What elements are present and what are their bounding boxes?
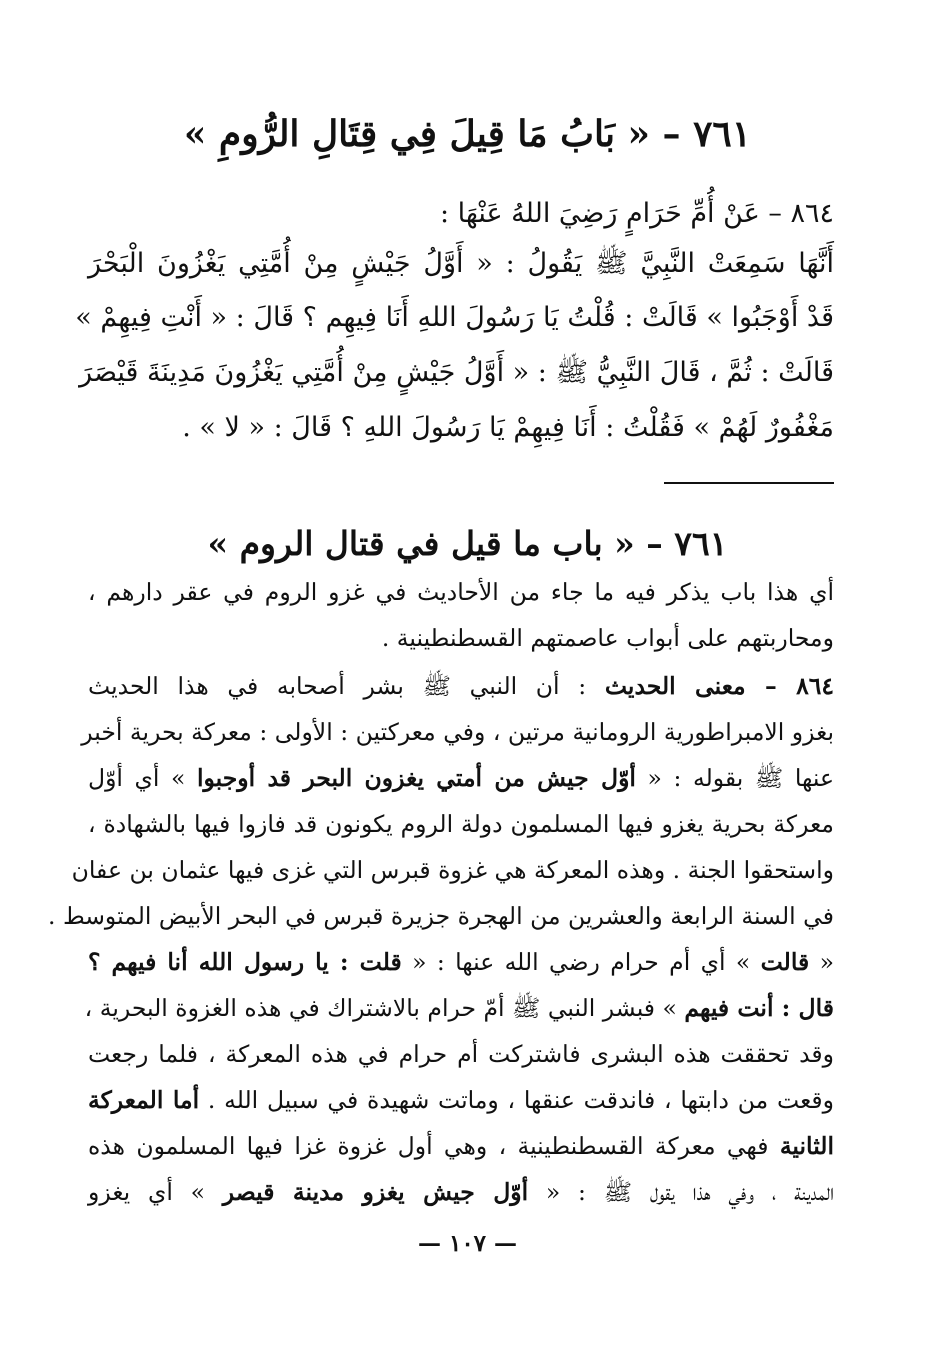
commentary-line <box>88 760 834 796</box>
section-separator <box>664 482 834 484</box>
commentary-text: » أي أوّل <box>88 764 197 792</box>
commentary-line <box>88 944 834 980</box>
commentary-line <box>88 1128 834 1164</box>
commentary-text: » أي أم حرام رضي الله عنها : « <box>401 948 761 976</box>
commentary-line: أي هذا باب يذكر فيه ما جاء من الأحاديث في غزو الروم في عقر دارهم ، <box>88 578 834 606</box>
commentary-line: وقد تحققت هذه البشرى فاشتركت أم حرام في هذه المعركة ، فلما رجعت <box>88 1040 834 1068</box>
commentary-line: واستحقوا الجنة . وهذه المعركة هي غزوة قبرس التي غزى فيها عثمان بن عفان <box>71 856 834 884</box>
commentary-text: وقعت من دابتها ، فاندقت عنقها ، وماتت شهيدة في سبيل الله . <box>199 1086 834 1114</box>
hadith-chapter-title: ٧٦١ – « بَابُ مَا قِيلَ فِي قِتَالِ الرُّومِ » <box>183 113 752 155</box>
commentary-line: بغزو الامبراطورية الرومانية مرتين ، وفي معركتين : الأولى : معركة بحرية أخبر <box>81 718 834 746</box>
quoted-hadith: قالت <box>760 948 810 976</box>
emphasis-text: الثانية <box>779 1132 834 1160</box>
commentary-line: معركة بحرية يغزو فيها المسلمون دولة الروم يكونون قد فازوا فيها بالشهادة ، <box>88 810 834 838</box>
commentary-text: » فبشر النبي ﷺ أمّ حرام بالاشتراك في هذه الغزوة البحرية ، <box>84 994 685 1022</box>
commentary-line: ومحاربتهم على أبواب عاصمتهم القسطنطينية . <box>381 624 834 652</box>
commentary-text: « <box>809 948 834 976</box>
hadith-line: قَالَتْ : ثُمَّ ، قَالَ النَّبِيُّ ﷺ : « أَوَّلُ جَيْشٍ مِنْ أُمَّتِي يَغْزُونَ مَدِينَةَ قَيْصَرَ <box>79 357 834 388</box>
emphasis-text: أما المعركة <box>88 1086 200 1114</box>
commentary-chapter-title: ٧٦١ – « باب ما قيل في قتال الروم » <box>207 524 728 563</box>
hadith-line: ٨٦٤ – عَنْ أُمِّ حَرَامٍ رَضِيَ اللهُ عَنْهَا : <box>439 198 834 229</box>
commentary-text: : أن النبي ﷺ بشر أصحابه في هذا الحديث <box>88 672 605 700</box>
commentary-line <box>84 990 834 1026</box>
commentary-text: المدينة ، وفي هذا يقول ﷺ : « <box>528 1178 834 1206</box>
commentary-text: عنها ﷺ بقوله : « <box>635 764 834 792</box>
quoted-hadith: قلت : يا رسول الله أنا فيهم ؟ <box>88 948 402 976</box>
commentary-line: في السنة الرابعة والعشرين من الهجرة جزيرة قبرس في البحر الأبيض المتوسط . <box>48 902 834 930</box>
hadith-line: أَنَّهَا سَمِعَتْ النَّبِيَّ ﷺ يَقُولُ : « أَوَّلُ جَيْشٍ مِنْ أُمَّتِي يَغْزُونَ الْبَحْرَ <box>88 248 834 279</box>
commentary-text: » أي يغزو <box>88 1178 223 1206</box>
commentary-line <box>88 1174 834 1210</box>
commentary-line <box>88 1082 834 1118</box>
hadith-line: مَغْفُورٌ لَهُمْ » فَقُلْتُ : أَنَا فِيهِمْ يَا رَسُولَ اللهِ ؟ قَالَ : « لا » . <box>182 412 834 443</box>
hadith-meaning-heading: ٨٦٤ – معنى الحديث <box>604 672 834 700</box>
commentary-line <box>88 668 834 704</box>
quoted-hadith: أوّل جيش من أمتي يغزون البحر قد أوجبوا <box>197 764 636 792</box>
hadith-line: قَدْ أَوْجَبُوا » قَالَتْ : قُلْتُ يَا رَسُولَ اللهِ أَنَا فِيهِم ؟ قَالَ : « أَنْتِ فِيهِمْ » <box>75 302 834 333</box>
page-number: — ١٠٧ — <box>417 1230 518 1257</box>
commentary-text: فهي معركة القسطنطينية ، وهي أول غزوة غزا فيها المسلمون هذه <box>88 1132 780 1160</box>
quoted-hadith: قال : أنت فيهم <box>684 994 834 1022</box>
quoted-hadith: أوّل جيش يغزو مدينة قيصر <box>222 1178 529 1206</box>
